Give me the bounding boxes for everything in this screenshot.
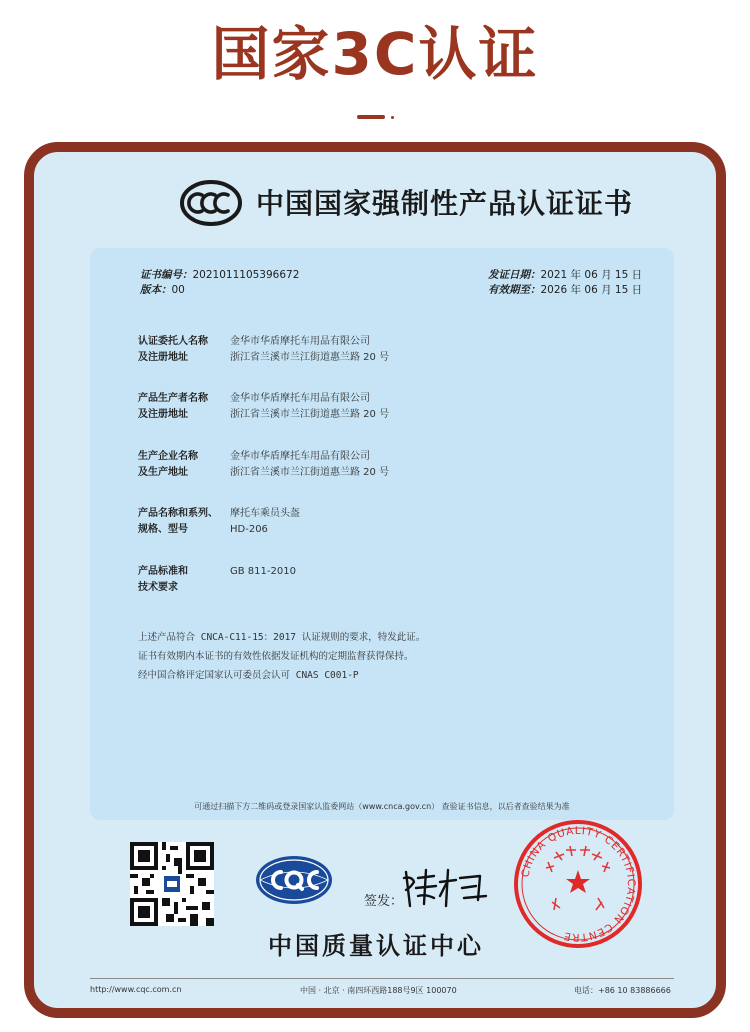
statement-line: 证书有效期内本证书的有效性依据发证机构的定期监督获得保持。: [138, 651, 414, 662]
expiry-date-label: 有效期至：: [488, 284, 541, 296]
svg-text:CHINA QUALITY CERTIFICATION CE: CHINA QUALITY CERTIFICATION CENTRE: [519, 824, 638, 944]
field-value-line: GB 811-2010: [230, 566, 296, 577]
field-label-line: 产品标准和: [138, 566, 188, 577]
field-label: [138, 334, 230, 366]
field-value-line: 金华市华盾摩托车用品有限公司: [230, 336, 370, 347]
cert-number-label: 证书编号：: [140, 269, 193, 281]
field-label: [138, 391, 230, 423]
signature-label: 签发：: [364, 894, 404, 909]
version-line: [140, 283, 299, 298]
field-value: [230, 334, 389, 366]
field-label-line: 及注册地址: [138, 352, 188, 363]
field-label-line: 认证委托人名称: [138, 336, 208, 347]
field-label-line: 及生产地址: [138, 467, 188, 478]
cert-number-line: [140, 268, 299, 283]
cert-number: 2021011105396672: [192, 269, 300, 281]
field-value-line: 浙江省兰溪市兰江街道惠兰路 20 号: [230, 409, 390, 420]
certificate-title: 中国国家强制性产品认证证书: [256, 187, 634, 220]
issue-date-line: [488, 268, 642, 283]
cert-meta-left: [140, 268, 299, 298]
field-label: [138, 564, 230, 596]
heading-rule: [357, 115, 385, 119]
field-value: [230, 391, 389, 423]
certificate-body: [90, 248, 674, 820]
version-value: 00: [171, 284, 185, 296]
cert-meta-right: [488, 268, 642, 298]
field-label-line: 及注册地址: [138, 409, 188, 420]
footer-website-link[interactable]: http://www.cqc.com.cn: [90, 985, 182, 994]
signature-icon: [400, 864, 490, 910]
expiry-date-line: [488, 283, 642, 298]
field-label-line: 生产企业名称: [138, 451, 198, 462]
heading-dot: [391, 116, 394, 119]
field-value-line: 浙江省兰溪市兰江街道惠兰路 20 号: [230, 467, 390, 478]
ccc-logo-icon: [180, 180, 242, 226]
field-label-line: 技术要求: [138, 582, 178, 593]
certification-statement: [138, 628, 425, 685]
footer-address: 中国 · 北京 · 南四环西路188号9区 100070: [300, 986, 457, 995]
field-label-line: 产品生产者名称: [138, 393, 208, 404]
field-value-line: 金华市华盾摩托车用品有限公司: [230, 451, 370, 462]
field-value-line: 金华市华盾摩托车用品有限公司: [230, 393, 370, 404]
field-value-line: 摩托车乘员头盔: [230, 508, 300, 519]
certificate-header: [34, 180, 716, 230]
issue-date: 2021 年 06 月 15 日: [540, 269, 643, 281]
statement-line: 经中国合格评定国家认可委员会认可 CNAS C001-P: [138, 670, 359, 681]
field-value: [230, 449, 389, 481]
certificate: [24, 142, 726, 1018]
field-value: [230, 506, 300, 538]
page-heading: 国家3C认证: [211, 20, 539, 88]
certification-stamp-icon: [512, 818, 644, 950]
field-value-line: HD-206: [230, 524, 268, 535]
version-label: 版本：: [140, 284, 172, 296]
issue-date-label: 发证日期：: [488, 269, 541, 281]
footer-rule: [90, 978, 674, 979]
issuing-organization: 中国质量认证中心: [268, 932, 484, 960]
field-label-line: 规格、型号: [138, 524, 188, 535]
field-value: [230, 564, 296, 580]
field-label-line: 产品名称和系列、: [138, 508, 218, 519]
statement-line: 上述产品符合 CNCA-C11-15：2017 认证规则的要求，特发此证。: [138, 632, 426, 643]
footer-phone: 电话：+86 10 83886666: [574, 986, 671, 995]
qr-code-icon[interactable]: [130, 842, 214, 926]
field-value-line: 浙江省兰溪市兰江街道惠兰路 20 号: [230, 352, 390, 363]
expiry-date: 2026 年 06 月 15 日: [540, 284, 643, 296]
field-label: [138, 449, 230, 481]
field-label: [138, 506, 230, 538]
cqc-logo-icon: [254, 854, 334, 906]
verify-note: 可通过扫描下方二维码或登录国家认监委网站（www.cnca.gov.cn） 查验证书信息，以后者查验结果为准: [194, 802, 570, 811]
